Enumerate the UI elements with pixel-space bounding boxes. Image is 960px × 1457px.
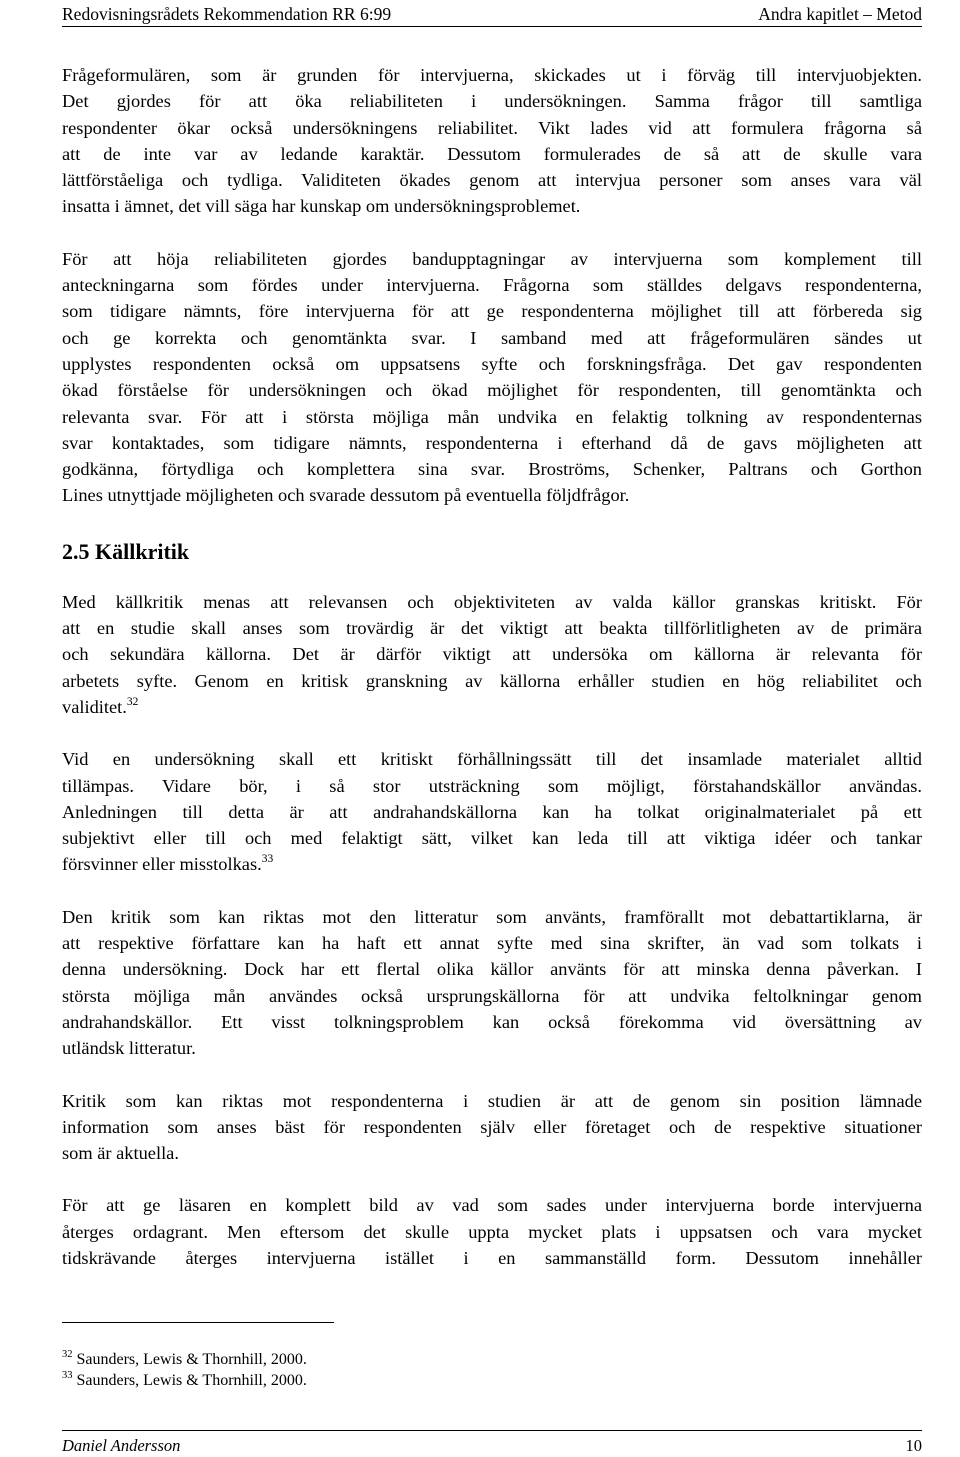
paragraph-questionnaire xyxy=(62,62,922,220)
line-text: denna undersökning. Dock har ett flertal olika källor använts för att minska denna påverkan. I xyxy=(62,959,922,980)
running-header xyxy=(62,2,922,27)
line-text: subjektivt eller till och med felaktigt sätt, vilket kan leda till att viktiga idéer och tankar xyxy=(62,828,922,849)
text-line xyxy=(62,141,922,167)
line-text: information som anses bäst för respondenten själv eller företaget och de respektive situationer xyxy=(62,1116,922,1137)
line-text: största möjliga mån användes också ursprungskällorna för att undvika feltolkningar genom xyxy=(62,985,922,1006)
text-line xyxy=(62,246,922,272)
footnote-number: 32 xyxy=(62,1349,73,1360)
line-text: För att höja reliabiliteten gjordes bandupptagningar av intervjuerna som komplement till xyxy=(62,248,922,269)
paragraph-source-criticism xyxy=(62,589,922,720)
page-body xyxy=(62,62,922,1271)
footnote-text: Saunders, Lewis & Thornhill, 2000. xyxy=(76,1351,307,1368)
header-chapter: Andra kapitlet – Metod xyxy=(758,4,922,24)
line-text: Frågeformulären, som är grunden för intervjuerna, skickades ut i förväg till intervjuobjekten. xyxy=(62,65,922,85)
line-text: lättförståeliga och tydliga. Validiteten ökades genom att intervjua personer som anses vara väl xyxy=(62,170,922,191)
text-line xyxy=(62,167,922,193)
text-line xyxy=(62,1245,922,1271)
line-text: utländsk litteratur. xyxy=(62,1038,196,1059)
text-line xyxy=(62,956,922,982)
text-line xyxy=(62,1088,922,1114)
text-line xyxy=(62,641,922,667)
text-line xyxy=(62,482,922,508)
line-text: För att ge läsaren en komplett bild av vad som sades under intervjuerna borde intervjuerna xyxy=(62,1195,922,1216)
text-line xyxy=(62,456,922,482)
line-text: att de inte var av ledande karaktär. Dessutom formulerades de så att de skulle vara xyxy=(62,143,922,164)
text-line xyxy=(62,115,922,141)
text-line xyxy=(62,272,922,298)
footnote-33 xyxy=(62,1370,307,1391)
line-text: arbetets syfte. Genom en kritisk granskning av källorna erhåller studien en hög reliabilitet och xyxy=(62,670,922,691)
line-text: återges ordagrant. Men eftersom det skulle uppta mycket plats i uppsatsen och vara mycket xyxy=(62,1221,922,1242)
text-line xyxy=(62,1140,922,1166)
line-text: validitet. xyxy=(62,696,127,717)
footnote-reference[interactable]: 33 xyxy=(261,853,274,866)
footnote-text: Saunders, Lewis & Thornhill, 2000. xyxy=(76,1372,307,1389)
line-text: tillämpas. Vidare bör, i så stor utsträckning som möjligt, förstahandskällor användas. xyxy=(62,775,922,796)
section-heading: 2.5 Källkritik xyxy=(62,538,190,564)
footer-author: Daniel Andersson xyxy=(62,1436,181,1455)
line-text: Anledningen till detta är att andrahandskällorna kan ha tolkat originalmaterialet på ett xyxy=(62,801,922,822)
text-line xyxy=(62,404,922,430)
text-line xyxy=(62,668,922,694)
footnote-separator xyxy=(62,1322,334,1323)
line-text: ökad förståelse för undersökningen och ökad möjlighet för respondenten, till genomtänkta och xyxy=(62,380,922,401)
line-text: att respektive författare kan ha haft ett annat syfte med sina skrifter, än vad som tolkats i xyxy=(62,933,922,954)
text-line xyxy=(62,377,922,403)
line-text: anteckningarna som fördes under intervjuerna. Frågorna som ställdes delgavs respondenterna, xyxy=(62,275,922,296)
page-footer xyxy=(62,1430,922,1453)
line-text: Den kritik som kan riktas mot den litteratur som använts, framförallt mot debattartiklarna, är xyxy=(62,906,922,927)
text-line xyxy=(62,1035,922,1061)
line-text: försvinner eller misstolkas. xyxy=(62,854,262,875)
line-text: tidskrävande återges intervjuerna istället i en sammanställd form. Dessutom innehåller xyxy=(62,1247,922,1268)
header-title: Redovisningsrådets Rekommendation RR 6:99 xyxy=(62,4,392,24)
line-text: Kritik som kan riktas mot respondenterna i studien är att de genom sin position lämnade xyxy=(62,1090,922,1111)
line-text: relevanta svar. För att i största möjliga mån undvika en felaktig tolkning av respondenternas xyxy=(62,406,922,427)
paragraph-interview-rendering xyxy=(62,1192,922,1271)
line-text: Med källkritik menas att relevansen och objektiviteten av valda källor granskas kritiskt. För xyxy=(62,591,922,612)
line-text: Det gjordes för att öka reliabiliteten i undersökningen. Samma frågor till samtliga xyxy=(62,91,922,112)
text-line xyxy=(62,615,922,641)
text-line xyxy=(62,325,922,351)
text-line xyxy=(62,851,922,877)
line-text: svar kontaktades, som tidigare nämnts, respondenterna i efterhand då de gavs möjligheten att xyxy=(62,432,922,453)
line-text: som tidigare nämnts, före intervjuerna för att ge respondenterna möjlighet till att förbereda sig xyxy=(62,301,922,322)
text-line xyxy=(62,746,922,772)
text-line xyxy=(62,298,922,324)
text-line xyxy=(62,983,922,1009)
line-text: Lines utnyttjade möjligheten och svarade dessutom på eventuella följdfrågor. xyxy=(62,485,630,506)
line-text: upplystes respondenten också om uppsatsens syfte och forskningsfråga. Det gav respondenten xyxy=(62,353,922,374)
text-line xyxy=(62,589,922,615)
line-text: respondenter ökar också undersökningens reliabilitet. Vikt lades vid att formulera frågorna så xyxy=(62,117,922,138)
footnote-32 xyxy=(62,1349,307,1370)
line-text: och sekundära källorna. Det är därför viktigt att undersöka om källorna är relevanta för xyxy=(62,644,922,665)
text-line xyxy=(62,904,922,930)
paragraph-reliability xyxy=(62,246,922,509)
footnote-reference[interactable]: 32 xyxy=(126,695,139,708)
paragraph-literature-criticism xyxy=(62,904,922,1062)
footnote-number: 33 xyxy=(62,1370,73,1381)
line-text: andrahandskällor. Ett visst tolkningsproblem kan också förekomma vid översättning av xyxy=(62,1011,922,1032)
text-line xyxy=(62,799,922,825)
text-line xyxy=(62,825,922,851)
text-line xyxy=(62,1009,922,1035)
text-line xyxy=(62,351,922,377)
line-text: insatta i ämnet, det vill säga har kunskap om undersökningsproblemet. xyxy=(62,196,581,217)
text-line xyxy=(62,1192,922,1218)
paragraph-respondent-criticism xyxy=(62,1088,922,1167)
text-line xyxy=(62,930,922,956)
text-line xyxy=(62,62,922,88)
text-line xyxy=(62,694,922,720)
line-text: Vid en undersökning skall ett kritiskt förhållningssätt till det insamlade materialet alltid xyxy=(62,749,922,770)
footnotes xyxy=(62,1349,307,1391)
text-line xyxy=(62,773,922,799)
line-text: godkänna, förtydliga och komplettera sina svar. Broströms, Schenker, Paltrans och Gorthon xyxy=(62,459,922,480)
line-text: att en studie skall anses som trovärdig är det viktigt att beakta tillförlitligheten av de primära xyxy=(62,618,922,639)
page-number: 10 xyxy=(905,1436,922,1455)
text-line xyxy=(62,430,922,456)
text-line xyxy=(62,193,922,219)
line-text: och ge korrekta och genomtänkta svar. I samband med att frågeformulären sändes ut xyxy=(62,327,922,348)
paragraph-critical-approach xyxy=(62,746,922,877)
text-line xyxy=(62,88,922,114)
text-line xyxy=(62,1114,922,1140)
line-text: som är aktuella. xyxy=(62,1143,179,1164)
text-line xyxy=(62,1219,922,1245)
